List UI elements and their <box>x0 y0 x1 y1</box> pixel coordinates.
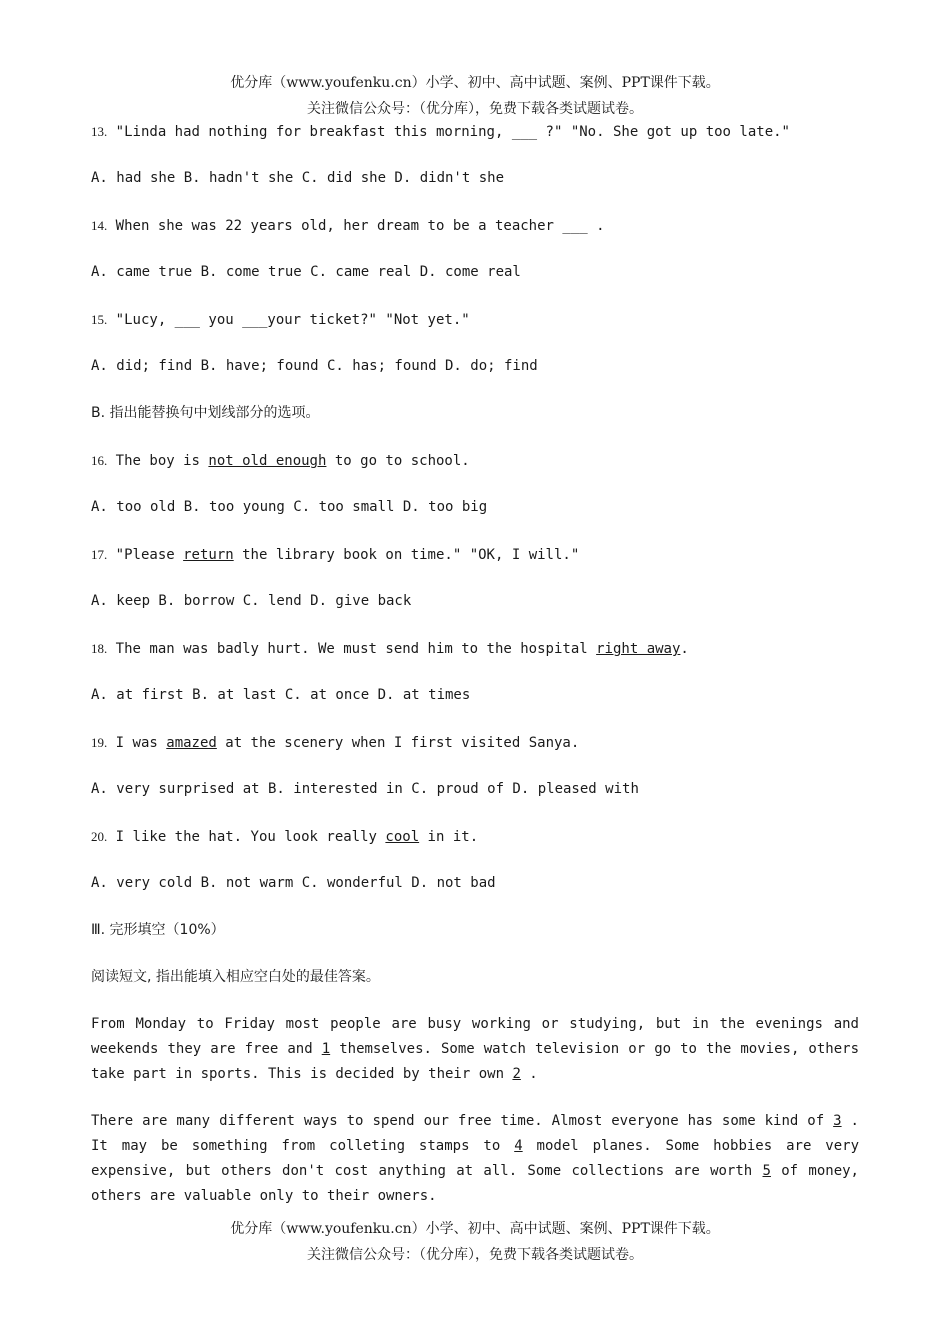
section-b-heading: B. 指出能替换句中划线部分的选项。 <box>91 405 320 421</box>
question-20-options: A. very cold B. not warm C. wonderful D. not bad <box>91 875 496 891</box>
paragraph-text: From Monday to Friday most people are busy working or studying, but in the evenings and weekends they are free and <box>91 1016 859 1057</box>
question-text-pre: I was <box>107 735 167 751</box>
cloze-paragraph-2 <box>91 1109 859 1209</box>
question-text-post: in it. <box>419 829 479 845</box>
cloze-paragraph-1 <box>91 1012 859 1087</box>
blank-3: 3 <box>833 1113 842 1129</box>
question-17 <box>91 542 859 567</box>
question-text-post: to go to school. <box>326 453 470 469</box>
question-14-options: A. came true B. come true C. came real D. come real <box>91 264 521 280</box>
question-text-pre: The boy is <box>107 453 209 469</box>
question-18-options: A. at first B. at last C. at once D. at times <box>91 687 471 703</box>
question-15-options: A. did; find B. have; found C. has; found D. do; find <box>91 358 538 374</box>
paragraph-text: . <box>520 1066 538 1082</box>
question-number: 13. <box>91 124 108 139</box>
header-line-2: 关注微信公众号：（优分库），免费下载各类试题试卷。 <box>307 101 643 117</box>
underlined-phrase: cool <box>385 829 420 845</box>
question-text: "Lucy, ___ you ___your ticket?" "Not yet." <box>107 312 470 328</box>
question-text-pre: I like the hat. You look really <box>107 829 386 845</box>
question-number: 14. <box>91 218 108 233</box>
underlined-phrase: not old enough <box>208 453 327 469</box>
document-content <box>91 119 859 1231</box>
question-number: 15. <box>91 312 108 327</box>
question-19-options: A. very surprised at B. interested in C. proud of D. pleased with <box>91 781 639 797</box>
paragraph-text: of money, others are valuable only to their owners. <box>91 1163 859 1204</box>
question-16 <box>91 448 859 473</box>
question-text-pre: "Please <box>107 547 184 563</box>
underlined-phrase: right away <box>596 641 681 657</box>
question-text-pre: The man was badly hurt. We must send him to the hospital <box>107 641 597 657</box>
page-header <box>0 70 950 122</box>
question-number: 16. <box>91 453 108 468</box>
header-line-1: 优分库（www.youfenku.cn）小学、初中、高中试题、案例、PPT课件下载。 <box>230 75 720 91</box>
question-number: 19. <box>91 735 108 750</box>
paragraph-text: themselves. Some watch television or go to the movies, others take part in sports. This is decided by their own <box>91 1041 859 1082</box>
footer-line-1: 优分库（www.youfenku.cn）小学、初中、高中试题、案例、PPT课件下载。 <box>230 1221 720 1237</box>
question-number: 17. <box>91 547 108 562</box>
question-14 <box>91 213 859 238</box>
question-text-post: . <box>680 641 689 657</box>
footer-line-2: 关注微信公众号：（优分库），免费下载各类试题试卷。 <box>307 1247 643 1263</box>
question-text-post: the library book on time." "OK, I will." <box>233 547 580 563</box>
blank-4: 4 <box>514 1138 523 1154</box>
question-18 <box>91 636 859 661</box>
question-20 <box>91 824 859 849</box>
blank-1: 1 <box>321 1041 331 1057</box>
paragraph-text: model planes. Some hobbies are very expensive, but others don't cost anything at all. Some collections are worth <box>91 1138 860 1179</box>
underlined-phrase: amazed <box>166 735 217 751</box>
question-15 <box>91 307 859 332</box>
question-17-options: A. keep B. borrow C. lend D. give back <box>91 593 412 609</box>
cloze-instruction: 阅读短文, 指出能填入相应空白处的最佳答案。 <box>91 969 380 985</box>
question-13 <box>91 119 859 144</box>
question-number: 20. <box>91 829 108 844</box>
cloze-section-title: Ⅲ. 完形填空（10%） <box>91 922 225 938</box>
question-16-options: A. too old B. too young C. too small D. too big <box>91 499 488 515</box>
blank-2: 2 <box>512 1066 521 1082</box>
question-text-post: at the scenery when I first visited Sanya. <box>216 735 580 751</box>
blank-5: 5 <box>762 1163 771 1179</box>
question-text: "Linda had nothing for breakfast this morning, ___ ?" "No. She got up too late." <box>107 124 790 140</box>
question-number: 18. <box>91 641 108 656</box>
question-text: When she was 22 years old, her dream to be a teacher ___ . <box>107 218 605 234</box>
paragraph-text: . It may be something from colleting stamps to <box>91 1113 859 1154</box>
question-19 <box>91 730 859 755</box>
question-13-options: A. had she B. hadn't she C. did she D. didn't she <box>91 170 505 186</box>
page-footer <box>0 1216 950 1268</box>
underlined-phrase: return <box>183 547 234 563</box>
paragraph-text: There are many different ways to spend our free time. Almost everyone has some kind of <box>91 1113 834 1129</box>
